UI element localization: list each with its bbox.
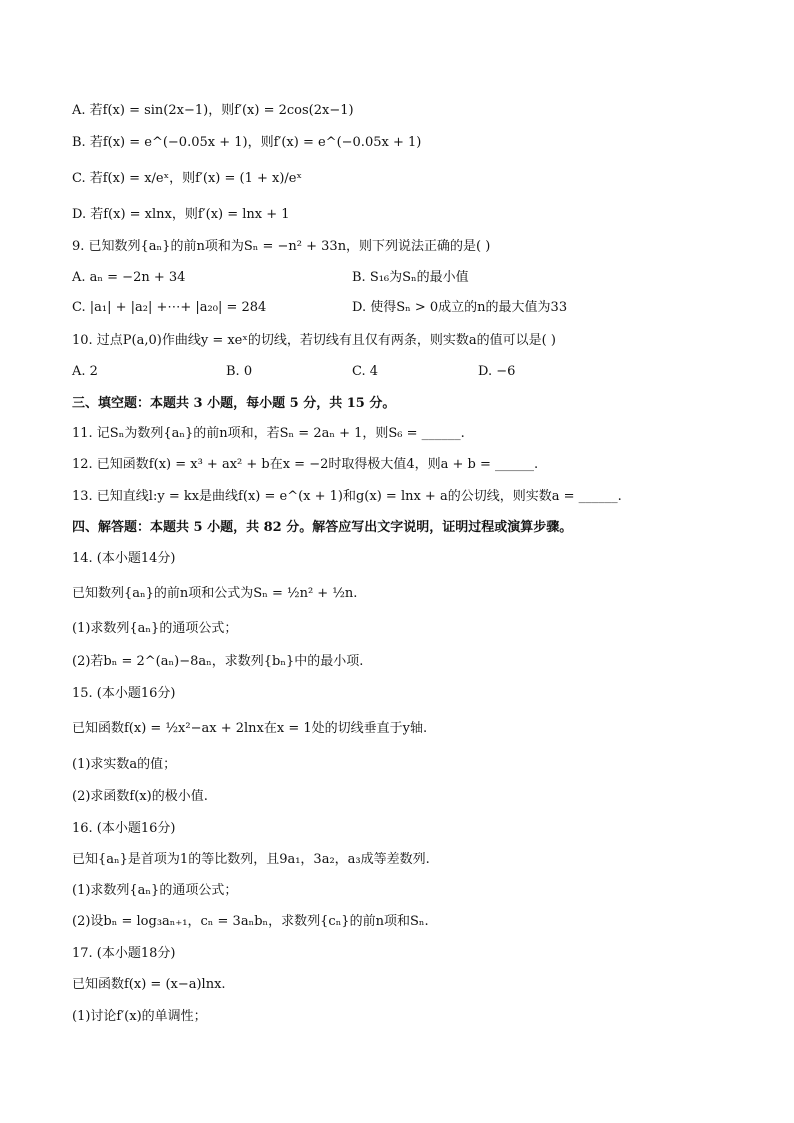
q10-stem: 10. 过点P(a,0)作曲线y = xeˣ的切线，若切线有且仅有两条，则实数a的值可以是( ) [72,333,556,348]
q17-part1: (1)讨论f′(x)的单调性； [72,1009,207,1024]
q15-header: 15. (本小题16分) [72,686,176,701]
q15-part2: (2)求函数f(x)的极小值. [72,789,208,804]
q16-header: 16. (本小题16分) [72,821,176,836]
q10-option-b: B. 0 [226,364,253,379]
q14-part1: (1)求数列{aₙ}的通项公式； [72,621,238,636]
q17-header: 17. (本小题18分) [72,946,176,961]
q16-stem: 已知{aₙ}是首项为1的等比数列，且9a₁，3a₂，a₃成等差数列. [72,852,430,867]
q17-stem: 已知函数f(x) = (x−a)lnx. [72,977,226,992]
q14-header: 14. (本小题14分) [72,551,176,566]
q15-part1: (1)求实数a的值； [72,757,177,772]
section-4-heading: 四、解答题：本题共 5 小题，共 82 分。解答应写出文字说明，证明过程或演算步骤。 [72,520,573,535]
q13: 13. 已知直线l:y = kx是曲线f(x) = e^(x + 1)和g(x) = lnx + a的公切线，则实数a = ______. [72,489,622,504]
q16-part2: (2)设bₙ = log₃aₙ₊₁，cₙ = 3aₙbₙ，求数列{cₙ}的前n项和Sₙ. [72,914,429,929]
q10-option-c: C. 4 [352,364,379,379]
q10-option-a: A. 2 [72,364,98,379]
q8-option-a: A. 若f(x) = sin(2x−1)，则f′(x) = 2cos(2x−1) [72,103,354,118]
q16-part1: (1)求数列{aₙ}的通项公式； [72,883,238,898]
q8-option-d: D. 若f(x) = xlnx，则f′(x) = lnx + 1 [72,207,290,222]
q14-stem: 已知数列{aₙ}的前n项和公式为Sₙ = ½n² + ½n. [72,586,358,601]
q9-option-d: D. 使得Sₙ > 0成立的n的最大值为33 [352,300,568,315]
q8-option-c: C. 若f(x) = x/eˣ，则f′(x) = (1 + x)/eˣ [72,171,302,186]
q9-option-c: C. |a₁| + |a₂| +⋯+ |a₂₀| = 284 [72,300,267,315]
q11: 11. 记Sₙ为数列{aₙ}的前n项和，若Sₙ = 2aₙ + 1，则S₆ = ______. [72,426,465,441]
q10-option-d: D. −6 [478,364,516,379]
q9-option-b: B. S₁₆为Sₙ的最小值 [352,270,469,285]
q9-option-a: A. aₙ = −2n + 34 [72,270,186,285]
q15-stem: 已知函数f(x) = ½x²−ax + 2lnx在x = 1处的切线垂直于y轴. [72,721,428,736]
q8-option-b: B. 若f(x) = e^(−0.05x + 1)，则f′(x) = e^(−0.05x + 1) [72,135,422,150]
section-3-heading: 三、填空题：本题共 3 小题，每小题 5 分，共 15 分。 [72,396,396,411]
q9-stem: 9. 已知数列{aₙ}的前n项和为Sₙ = −n² + 33n，则下列说法正确的是( ) [72,239,491,254]
q14-part2: (2)若bₙ = 2^(aₙ)−8aₙ，求数列{bₙ}中的最小项. [72,654,364,669]
q12: 12. 已知函数f(x) = x³ + ax² + b在x = −2时取得极大值4，则a + b = ______. [72,457,539,472]
